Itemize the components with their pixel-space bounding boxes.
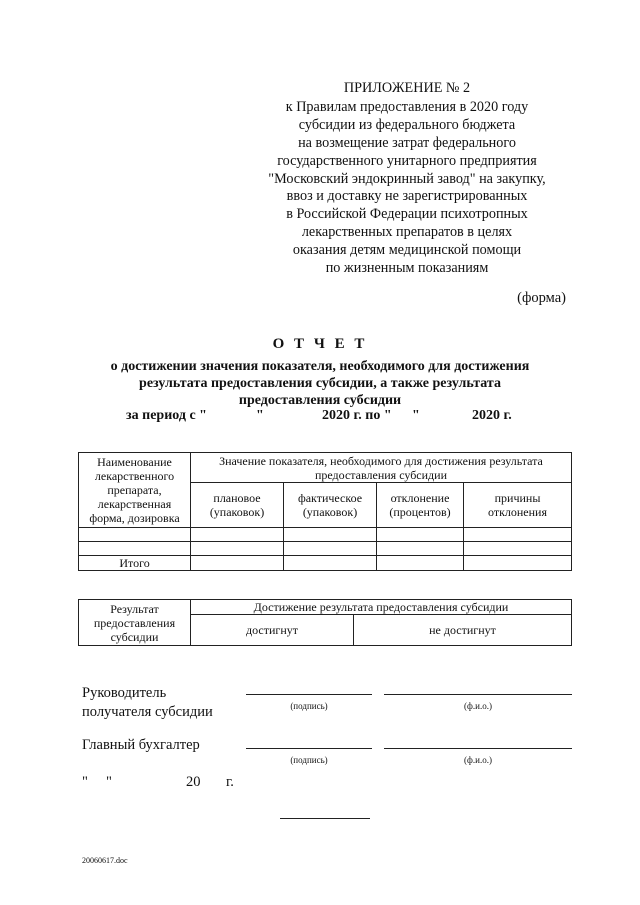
total-label: Итого xyxy=(79,556,191,571)
appendix-line: оказания детям медицинской помощи xyxy=(292,242,522,259)
col-not-achieved-header: не достигнут xyxy=(354,615,572,646)
report-period xyxy=(0,408,640,426)
form-label: (форма) xyxy=(517,290,566,306)
period-year-to: 2020 г. xyxy=(472,408,512,423)
accountant-label: Главный бухгалтер xyxy=(82,737,200,753)
col-achieved-header: достигнут xyxy=(191,615,354,646)
col-deviation-header: отклонение (процентов) xyxy=(377,483,464,528)
accountant-signature-hint: (подпись) xyxy=(290,755,328,765)
result-table xyxy=(78,599,572,646)
table-row xyxy=(79,542,572,556)
head-label-line-1: Руководитель xyxy=(82,685,167,701)
period-quote-2: " xyxy=(412,408,420,423)
footer-filename: 20060617.doc xyxy=(82,856,128,865)
head-signature-line xyxy=(246,694,372,695)
accountant-signature-line xyxy=(246,748,372,749)
indicator-table xyxy=(78,452,572,571)
appendix-header xyxy=(262,80,552,278)
appendix-line: лекарственных препаратов в целях xyxy=(301,224,513,241)
appendix-line: "Московский эндокринный завод" на закупку, xyxy=(268,170,546,187)
indicator-group-header: Значение показателя, необходимого для достижения результата предоставления субсидии xyxy=(191,453,572,483)
report-title: О Т Ч Е Т xyxy=(272,336,368,352)
appendix-line: на возмещение затрат федерального xyxy=(298,134,516,151)
date-year: 20 xyxy=(186,774,201,790)
appendix-line: субсидии из федерального бюджета xyxy=(298,116,516,133)
accountant-name-line xyxy=(384,748,572,749)
report-subtitle xyxy=(78,358,562,409)
period-quote-1: " xyxy=(256,408,264,423)
appendix-title: ПРИЛОЖЕНИЕ № 2 xyxy=(343,80,471,96)
subtitle-line: предоставления субсидии xyxy=(238,393,402,408)
divider-line xyxy=(280,818,370,819)
head-name-hint: (ф.и.о.) xyxy=(464,701,492,711)
period-year-from: 2020 г. по " xyxy=(322,408,392,423)
col-result-header: Результат предоставления субсидии xyxy=(79,600,191,646)
accountant-name-hint: (ф.и.о.) xyxy=(464,755,492,765)
col-drug-name-header: Наименование лекарственного препарата, лекарственная форма, дозировка xyxy=(79,453,191,528)
appendix-line: к Правилам предоставления в 2020 году xyxy=(285,98,529,115)
appendix-line: государственного унитарного предприятия xyxy=(277,152,537,169)
head-signature-hint: (подпись) xyxy=(290,701,328,711)
subtitle-line: результата предоставления субсидии, а также результата xyxy=(139,376,501,391)
head-label xyxy=(82,684,213,722)
table-row xyxy=(79,528,572,542)
date-quotes: " " xyxy=(82,774,112,790)
total-row xyxy=(79,556,572,571)
col-planned-header: плановое (упаковок) xyxy=(191,483,284,528)
date-suffix: г. xyxy=(226,774,234,790)
appendix-line: по жизненным показаниям xyxy=(325,260,489,277)
subtitle-line: о достижении значения показателя, необходимого для достижения xyxy=(110,359,530,374)
appendix-line: ввоз и доставку не зарегистрированных xyxy=(286,188,528,205)
achievement-group-header: Достижение результата предоставления субсидии xyxy=(191,600,572,615)
head-name-line xyxy=(384,694,572,695)
col-actual-header: фактическое (упаковок) xyxy=(284,483,377,528)
head-label-line-2: получателя субсидии xyxy=(82,704,213,720)
col-reason-header: причины отклонения xyxy=(464,483,572,528)
appendix-line: в Российской Федерации психотропных xyxy=(286,206,528,223)
period-prefix: за период с " xyxy=(126,408,207,423)
